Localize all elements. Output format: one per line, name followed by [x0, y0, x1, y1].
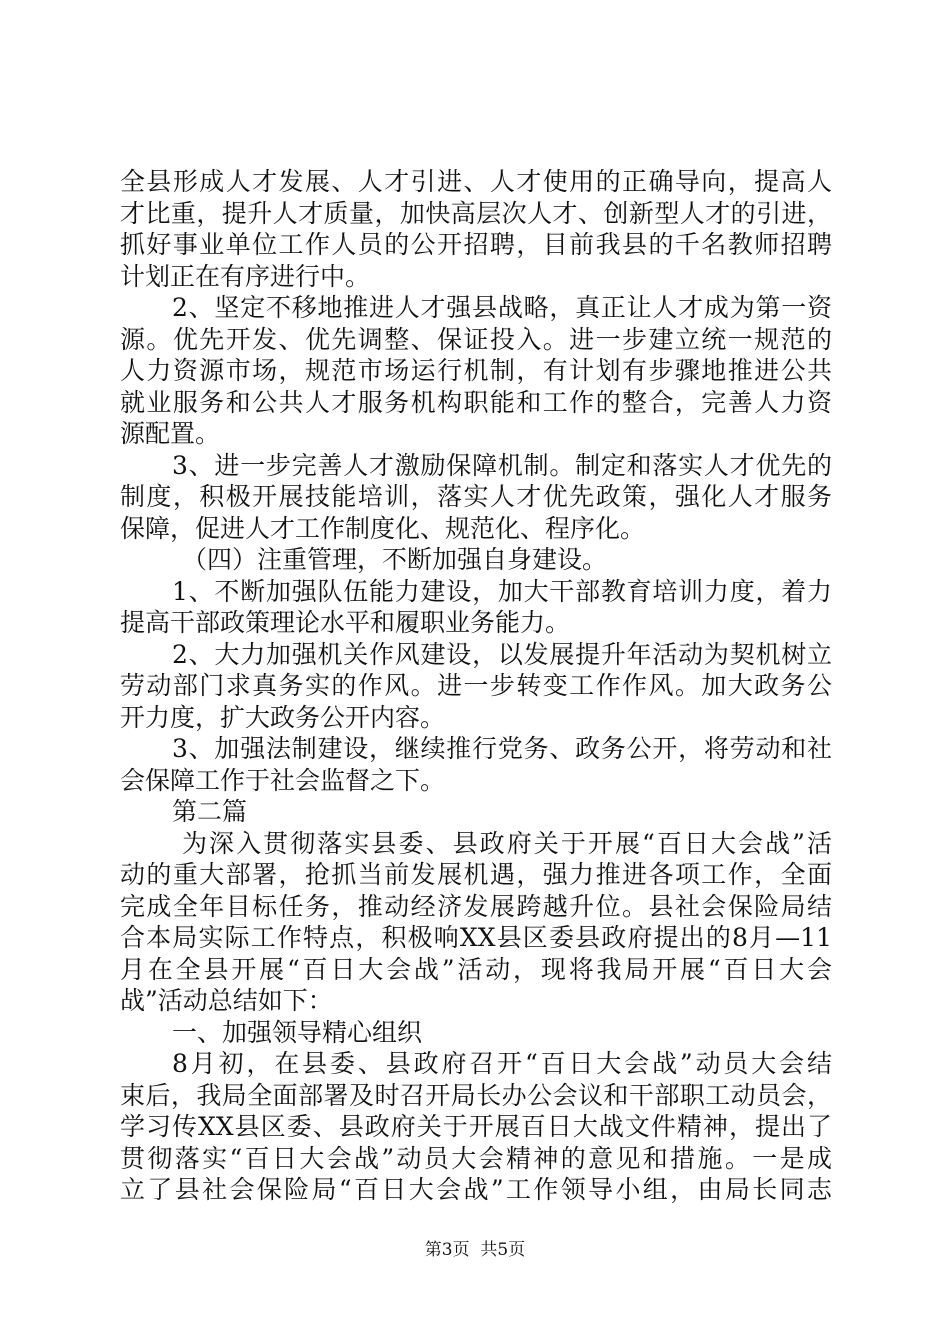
paragraph-line: 2、坚定不移地推进人才强县战略，真正让人才成为第一资	[172, 293, 832, 322]
paragraph-line: 人力资源市场，规范市场运行机制，有计划有步骤地推进公共	[120, 356, 832, 385]
paragraph-line: 束后，我局全面部署及时召开局长办公会议和干部职工动员会，	[120, 1080, 832, 1110]
paragraph-line: 开力度，扩大政务公开内容。	[120, 702, 446, 732]
paragraph-line: 动的重大部署，抢抓当前发展机遇，强力推进各项工作，全面	[120, 860, 832, 889]
paragraph-line: 2、大力加强机关作风建设，以发展提升年活动为契机树立	[172, 639, 832, 669]
paragraph-line: 为深入贯彻落实县委、县政府关于开展“百日大会战”活	[182, 828, 832, 858]
section-heading: 第二篇	[172, 797, 248, 826]
paragraph-line: 计划正在有序进行中。	[120, 261, 371, 291]
paragraph-line: 立了县社会保险局“百日大会战”工作领导小组，由局长同志	[120, 1175, 832, 1204]
paragraph-line: 会保障工作于社会监督之下。	[120, 765, 446, 795]
paragraph-line: 1、不断加强队伍能力建设，加大干部教育培训力度，着力	[172, 576, 832, 606]
paragraph-line: 月在全县开展“百日大会战”活动，现将我局开展“百日大会	[120, 954, 832, 984]
paragraph-line: 抓好事业单位工作人员的公开招聘，目前我县的千名教师招聘	[120, 230, 832, 259]
paragraph-line: 源。优先开发、优先调整、保证投入。进一步建立统一规范的	[120, 324, 832, 354]
paragraph-line: 制度，积极开展技能培训，落实人才优先政策，强化人才服务	[120, 482, 832, 511]
document-body	[120, 166, 832, 1206]
paragraph-line: 才比重，提升人才质量，加快高层次人才、创新型人才的引进，	[120, 198, 832, 228]
paragraph-line: 源配置。	[120, 419, 221, 448]
paragraph-line: 劳动部门求真务实的作风。进一步转变工作作风。加大政务公	[120, 671, 832, 700]
paragraph-line: 学习传XX县区委、县政府关于开展百日大战文件精神，提出了	[120, 1112, 832, 1141]
section-heading: （四）注重管理，不断加强自身建设。	[182, 545, 608, 574]
paragraph-line: 战”活动总结如下：	[120, 986, 333, 1015]
paragraph-line: 贯彻落实“百日大会战”动员大会精神的意见和措施。一是成	[120, 1143, 832, 1173]
paragraph-line: 8月初，在县委、县政府召开“百日大会战”动员大会结	[172, 1049, 832, 1078]
page-number-label: 第3页 共5页	[424, 1240, 526, 1260]
paragraph-line: 提高干部政策理论水平和履职业务能力。	[120, 608, 571, 637]
paragraph-line: 合本局实际工作特点，积极响XX县区委县政府提出的8月—11	[120, 923, 832, 952]
paragraph-line: 就业服务和公共人才服务机构职能和工作的整合，完善人力资	[120, 387, 832, 417]
paragraph-line: 完成全年目标任务，推动经济发展跨越升位。县社会保险局结	[120, 891, 832, 921]
page-footer	[0, 1239, 950, 1261]
paragraph-line: 3、加强法制建设，继续推行党务、政务公开，将劳动和社	[172, 734, 832, 763]
paragraph-line: 3、进一步完善人才激励保障机制。制定和落实人才优先的	[172, 450, 832, 480]
section-heading: 一、加强领导精心组织	[172, 1017, 423, 1047]
paragraph-line: 保障，促进人才工作制度化、规范化、程序化。	[120, 513, 646, 543]
paragraph-line: 全县形成人才发展、人才引进、人才使用的正确导向，提高人	[120, 167, 832, 196]
